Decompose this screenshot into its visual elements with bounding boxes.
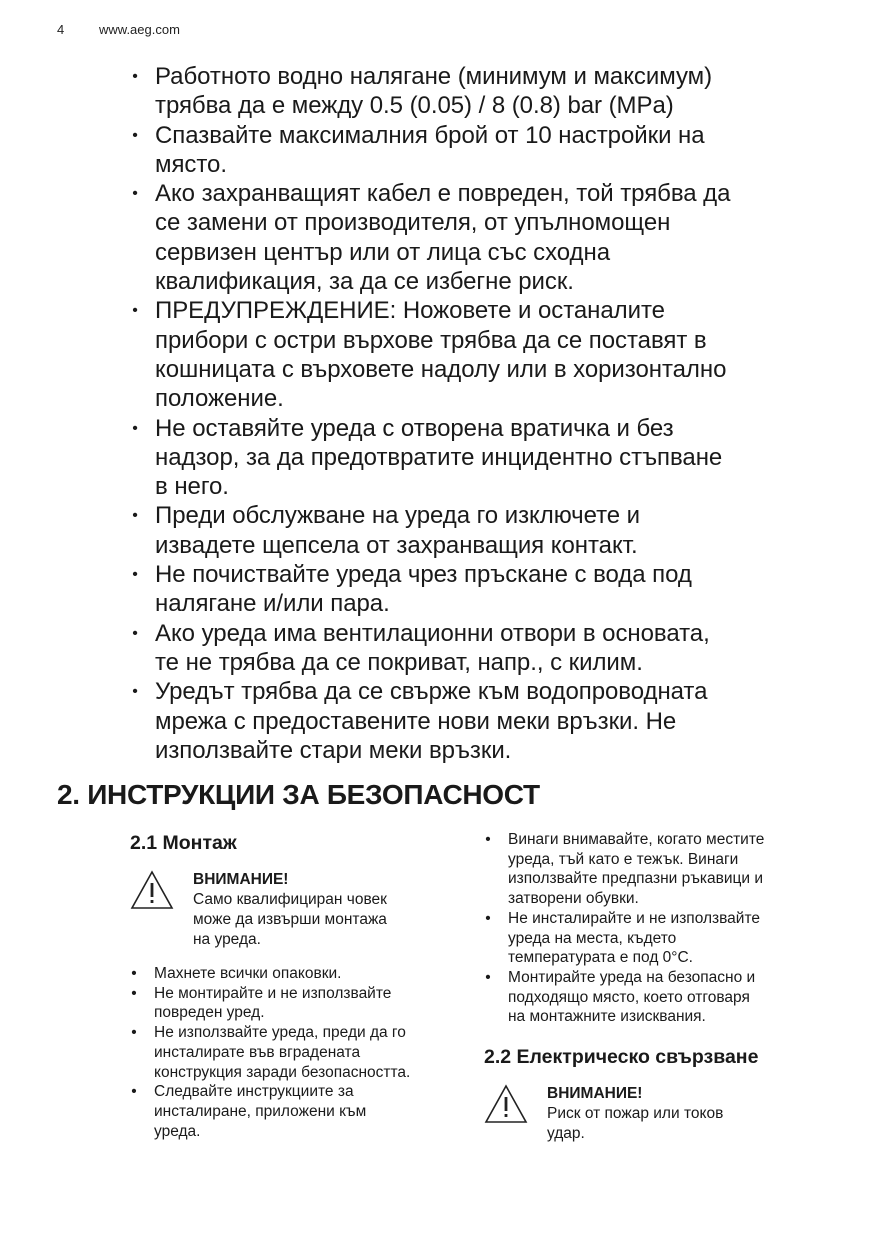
bullet-icon: • — [132, 185, 138, 203]
list-item-line: Махнете всички опаковки. — [154, 965, 342, 982]
bullet-icon: • — [485, 831, 491, 848]
warning-line: може да извърши монтажа — [193, 911, 387, 928]
bullet-icon: • — [132, 302, 138, 320]
list-item — [128, 121, 828, 180]
list-item — [128, 619, 828, 678]
list-item — [128, 62, 828, 121]
list-item-line: Монтирайте уреда на безопасно и — [508, 968, 756, 986]
bullet-icon: • — [131, 1083, 137, 1101]
list-item — [130, 984, 460, 1023]
list-item-line: ПРЕДУПРЕЖДЕНИЕ: Ножовете и останалите — [155, 297, 665, 325]
warning-line: Само квалифициран човек — [193, 891, 387, 908]
list-item-line: квалификация, за да се избегне риск. — [155, 268, 574, 296]
list-item-line: уреда, тъй като е тежък. Винаги — [508, 850, 739, 868]
bullet-icon: • — [131, 1024, 137, 1042]
warning-triangle-icon — [130, 870, 174, 910]
list-item-line: положение. — [155, 385, 284, 413]
bullet-icon: • — [132, 68, 138, 85]
list-item-line: място. — [155, 150, 227, 178]
list-item — [128, 296, 828, 413]
list-item — [484, 830, 824, 909]
safety-bullet-list — [128, 62, 828, 765]
list-item-line: Работното водно налягане (минимум и максимум) — [155, 63, 713, 90]
list-item-line: извадете щепсела от захранващия контакт. — [155, 531, 638, 559]
bullet-icon: • — [485, 968, 491, 986]
list-item-line: уреда на места, където — [508, 929, 677, 947]
list-item-line: конструкция заради безопасността. — [154, 1063, 411, 1081]
warning-title: ВНИМАНИЕ! — [193, 871, 289, 888]
bullet-icon: • — [485, 909, 491, 927]
installation-bullet-list-continued — [484, 830, 824, 1027]
list-item-line: Не инсталирайте и не използвайте — [508, 909, 761, 927]
warning-body — [193, 890, 387, 950]
list-item-line: в него. — [155, 473, 229, 501]
list-item-line: Не почиствайте уреда чрез пръскане с вода под — [155, 561, 692, 589]
list-item — [128, 414, 828, 502]
installation-bullet-list — [130, 964, 460, 1141]
list-item-line: затворени обувки. — [508, 890, 639, 908]
bullet-icon: • — [132, 507, 138, 525]
list-item-line: повреден уред. — [154, 1004, 265, 1022]
bullet-icon: • — [132, 419, 138, 437]
list-item — [484, 909, 824, 968]
list-item-line: Ако уреда има вентилационни отвори в основата, — [155, 619, 710, 647]
list-item-line: Не използвайте уреда, преди да го — [154, 1024, 406, 1042]
list-item-line: използвайте предпазни ръкавици и — [508, 870, 764, 888]
warning-triangle-icon — [484, 1084, 528, 1124]
bullet-icon: • — [131, 984, 137, 1002]
list-item-line: налягане и/или пара. — [155, 590, 390, 618]
bullet-icon: • — [132, 566, 138, 584]
list-item-line: Спазвайте максималния брой от 10 настройки на — [155, 121, 705, 149]
subsection-title-installation: 2.1 Монтаж — [130, 832, 237, 854]
list-item-line: Преди обслужване на уреда го изключете и — [155, 502, 641, 530]
page-header — [57, 22, 180, 37]
list-item-line: трябва да е между 0.5 (0.05) / 8 (0.8) bar (MPa) — [155, 92, 674, 120]
list-item — [128, 501, 828, 560]
list-item-line: използвайте стари меки връзки. — [155, 736, 512, 764]
warning-box-electrical — [484, 1084, 824, 1164]
list-item — [128, 677, 828, 765]
bullet-icon: • — [132, 126, 138, 144]
list-item-line: Уредът трябва да се свърже към водопроводната — [155, 678, 708, 706]
subsection-title-electrical: 2.2 Електрическо свързване — [484, 1046, 759, 1069]
bullet-icon: • — [132, 624, 138, 642]
bullet-icon: • — [132, 683, 138, 701]
bullet-icon: • — [131, 965, 137, 982]
right-column — [484, 830, 824, 1164]
list-item-line: Следвайте инструкциите за — [154, 1083, 354, 1101]
warning-line: на уреда. — [193, 931, 261, 948]
list-item-line: Не оставяйте уреда с отворена вратичка и без — [155, 414, 674, 442]
list-item — [484, 968, 824, 1027]
warning-text — [547, 1084, 723, 1144]
warning-line: Риск от пожар или токов — [547, 1105, 724, 1123]
list-item-line: инсталирате във вградената — [154, 1043, 361, 1061]
warning-text — [193, 870, 387, 950]
list-item-line: подходящо място, което отговаря — [508, 988, 750, 1006]
list-item-line: Винаги внимавайте, когато местите — [508, 831, 765, 848]
left-column — [130, 830, 460, 1141]
list-item-line: те не трябва да се покриват, напр., с килим. — [155, 648, 643, 676]
list-item-line: се замени от производителя, от упълномощен — [155, 209, 671, 237]
list-item-line: прибори с остри върхове трябва да се поставят в — [155, 326, 707, 354]
warning-line: удар. — [547, 1125, 585, 1143]
list-item-line: Ако захранващият кабел е повреден, той трябва да — [155, 180, 731, 208]
warning-title: ВНИМАНИЕ! — [547, 1085, 643, 1103]
list-item — [130, 964, 460, 984]
website-url: www.aeg.com — [99, 22, 180, 37]
list-item-line: мрежа с предоставените нови меки връзки. Не — [155, 707, 677, 735]
page-number: 4 — [57, 22, 65, 37]
list-item — [130, 1082, 460, 1141]
list-item-line: инсталиране, приложени към — [154, 1102, 367, 1120]
list-item — [130, 1023, 460, 1082]
section-title: 2. ИНСТРУКЦИИ ЗА БЕЗОПАСНОСТ — [57, 779, 540, 810]
list-item — [128, 179, 828, 296]
list-item-line: надзор, за да предотвратите инцидентно стъпване — [155, 443, 723, 471]
list-item-line: уреда. — [154, 1122, 201, 1140]
warning-box-installation — [130, 870, 460, 950]
list-item-line: сервизен център или от лица със сходна — [155, 238, 611, 266]
warning-body — [547, 1104, 723, 1144]
list-item — [128, 560, 828, 619]
list-item-line: кошницата с върховете надолу или в хоризонтално — [155, 355, 727, 383]
list-item-line: Не монтирайте и не използвайте — [154, 984, 392, 1002]
list-item-line: температурата е под 0°C. — [508, 949, 693, 967]
list-item-line: на монтажните изисквания. — [508, 1008, 706, 1026]
